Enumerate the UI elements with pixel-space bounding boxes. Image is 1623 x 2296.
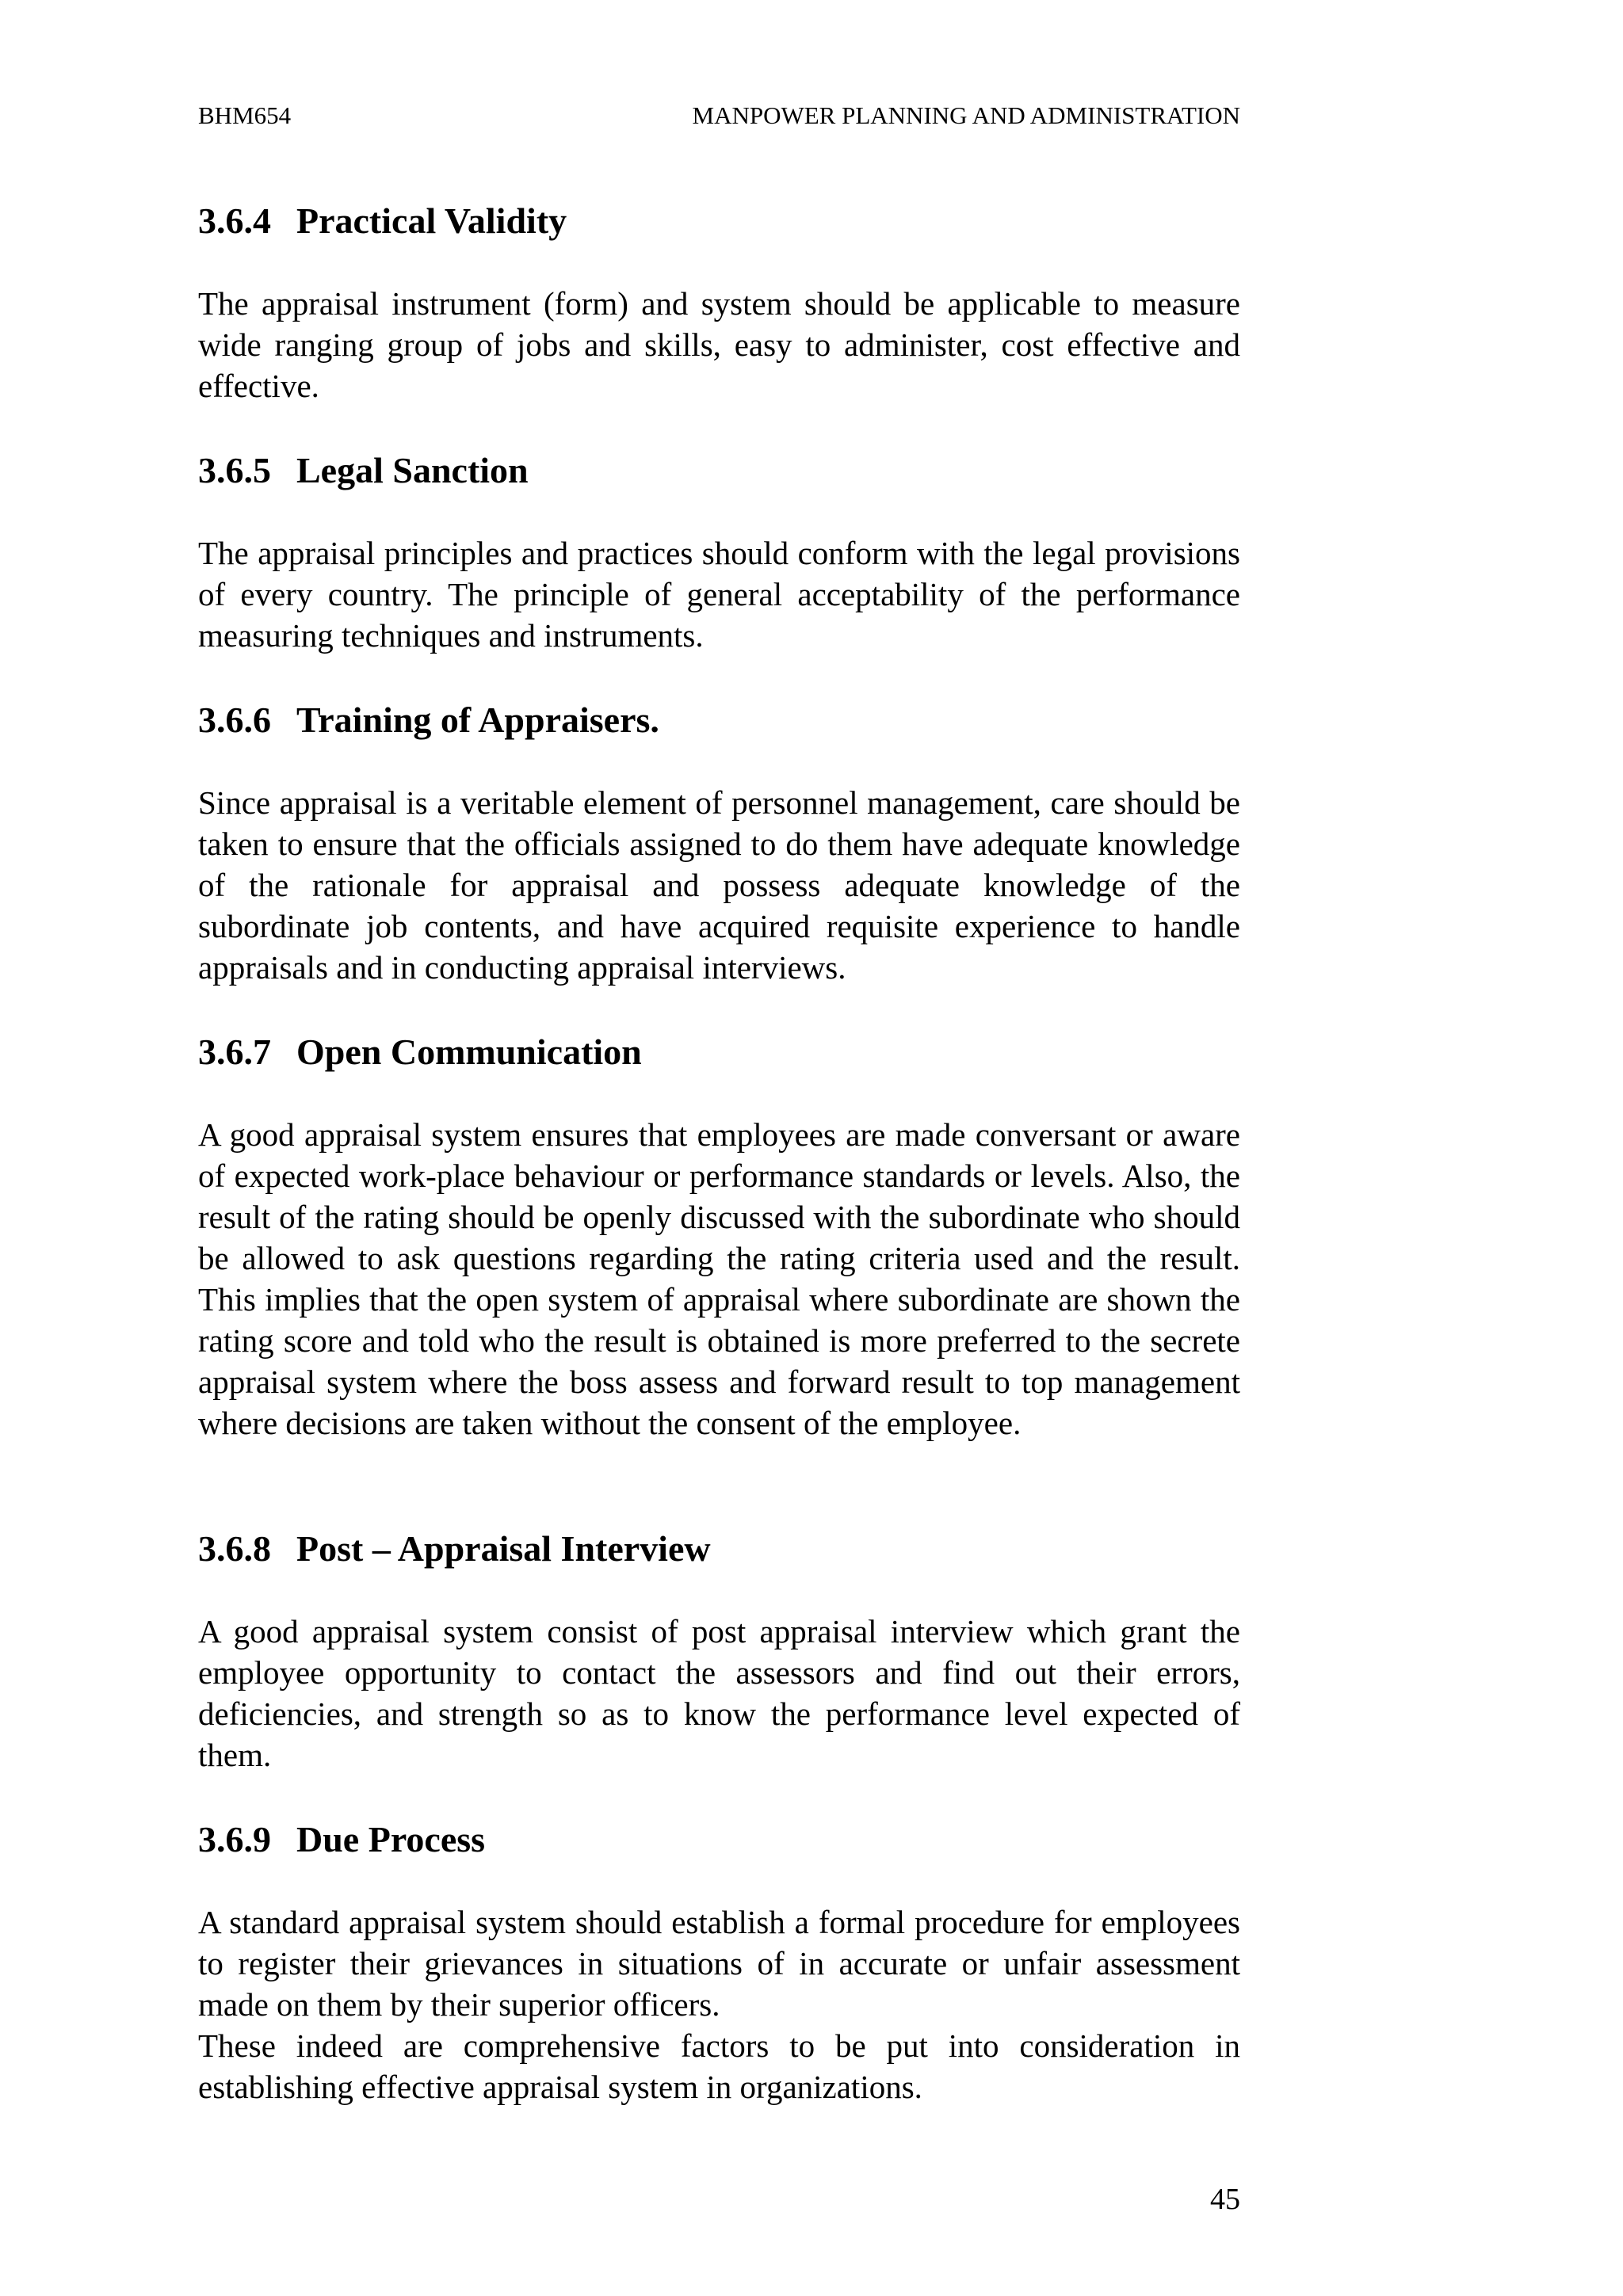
section-number: 3.6.4 xyxy=(198,200,271,241)
section-paragraph: A standard appraisal system should establish a formal procedure for employees to register their grievances in situations of in accurate or unfair assessment made on them by their superior officers. xyxy=(198,1904,1240,2023)
running-header xyxy=(198,98,1240,133)
section-heading xyxy=(198,1817,1240,1862)
section-paragraph: A good appraisal system ensures that employees are made conversant or aware of expected work-place behaviour or performance standards or levels. Also, the result of the rating should be openly discussed with the subordinate who should be allowed to ask questions regarding the rating criteria used and the result. This implies that the open system of appraisal where subordinate are shown the rating score and told who the result is obtained is more preferred to the secrete appraisal system where the boss assess and forward result to top management where decisions are taken without the consent of the employee. xyxy=(198,1116,1240,1441)
section-legal-sanction xyxy=(198,448,1240,656)
section-post-appraisal-interview xyxy=(198,1527,1240,1775)
section-number: 3.6.5 xyxy=(198,450,271,490)
section-title: Post – Appraisal Interview xyxy=(296,1528,711,1569)
section-paragraph: A good appraisal system consist of post appraisal interview which grant the employee opportunity to contact the assessors and find out their errors, deficiencies, and strength so as to know the performance level expected of them. xyxy=(198,1613,1240,1773)
course-code: BHM654 xyxy=(198,101,292,129)
section-title: Training of Appraisers. xyxy=(296,700,659,740)
course-title: MANPOWER PLANNING AND ADMINISTRATION xyxy=(692,101,1240,129)
section-number: 3.6.7 xyxy=(198,1032,271,1072)
section-heading xyxy=(198,1527,1240,1571)
section-number: 3.6.6 xyxy=(198,700,271,740)
section-paragraph: Since appraisal is a veritable element of personnel management, care should be taken to ensure that the officials assigned to do them have adequate knowledge of the rationale for appraisal and possess adequate knowledge of the subordinate job contents, and have acquired requisite experience to handle appraisals and in conducting appraisal interviews. xyxy=(198,784,1240,986)
section-training-of-appraisers xyxy=(198,698,1240,988)
section-practical-validity xyxy=(198,199,1240,406)
section-heading xyxy=(198,698,1240,742)
section-paragraph: The appraisal instrument (form) and system should be applicable to measure wide ranging group of jobs and skills, easy to administer, cost effective and effective. xyxy=(198,285,1240,404)
section-paragraph: The appraisal principles and practices should conform with the legal provisions of every country. The principle of general acceptability of the performance measuring techniques and instruments. xyxy=(198,535,1240,654)
page-number: 45 xyxy=(1210,2183,1240,2216)
section-open-communication xyxy=(198,1030,1240,1444)
section-title: Due Process xyxy=(296,1819,486,1859)
section-number: 3.6.8 xyxy=(198,1528,271,1569)
section-heading xyxy=(198,1030,1240,1074)
section-number: 3.6.9 xyxy=(198,1819,271,1859)
section-heading xyxy=(198,448,1240,493)
section-title: Open Communication xyxy=(296,1032,642,1072)
section-due-process xyxy=(198,1817,1240,2107)
section-title: Legal Sanction xyxy=(296,450,529,490)
document-page xyxy=(198,0,1240,2296)
section-paragraph: These indeed are comprehensive factors to be put into consideration in establishing effective appraisal system in organizations. xyxy=(198,2027,1240,2105)
section-title: Practical Validity xyxy=(296,200,567,241)
section-heading xyxy=(198,199,1240,243)
